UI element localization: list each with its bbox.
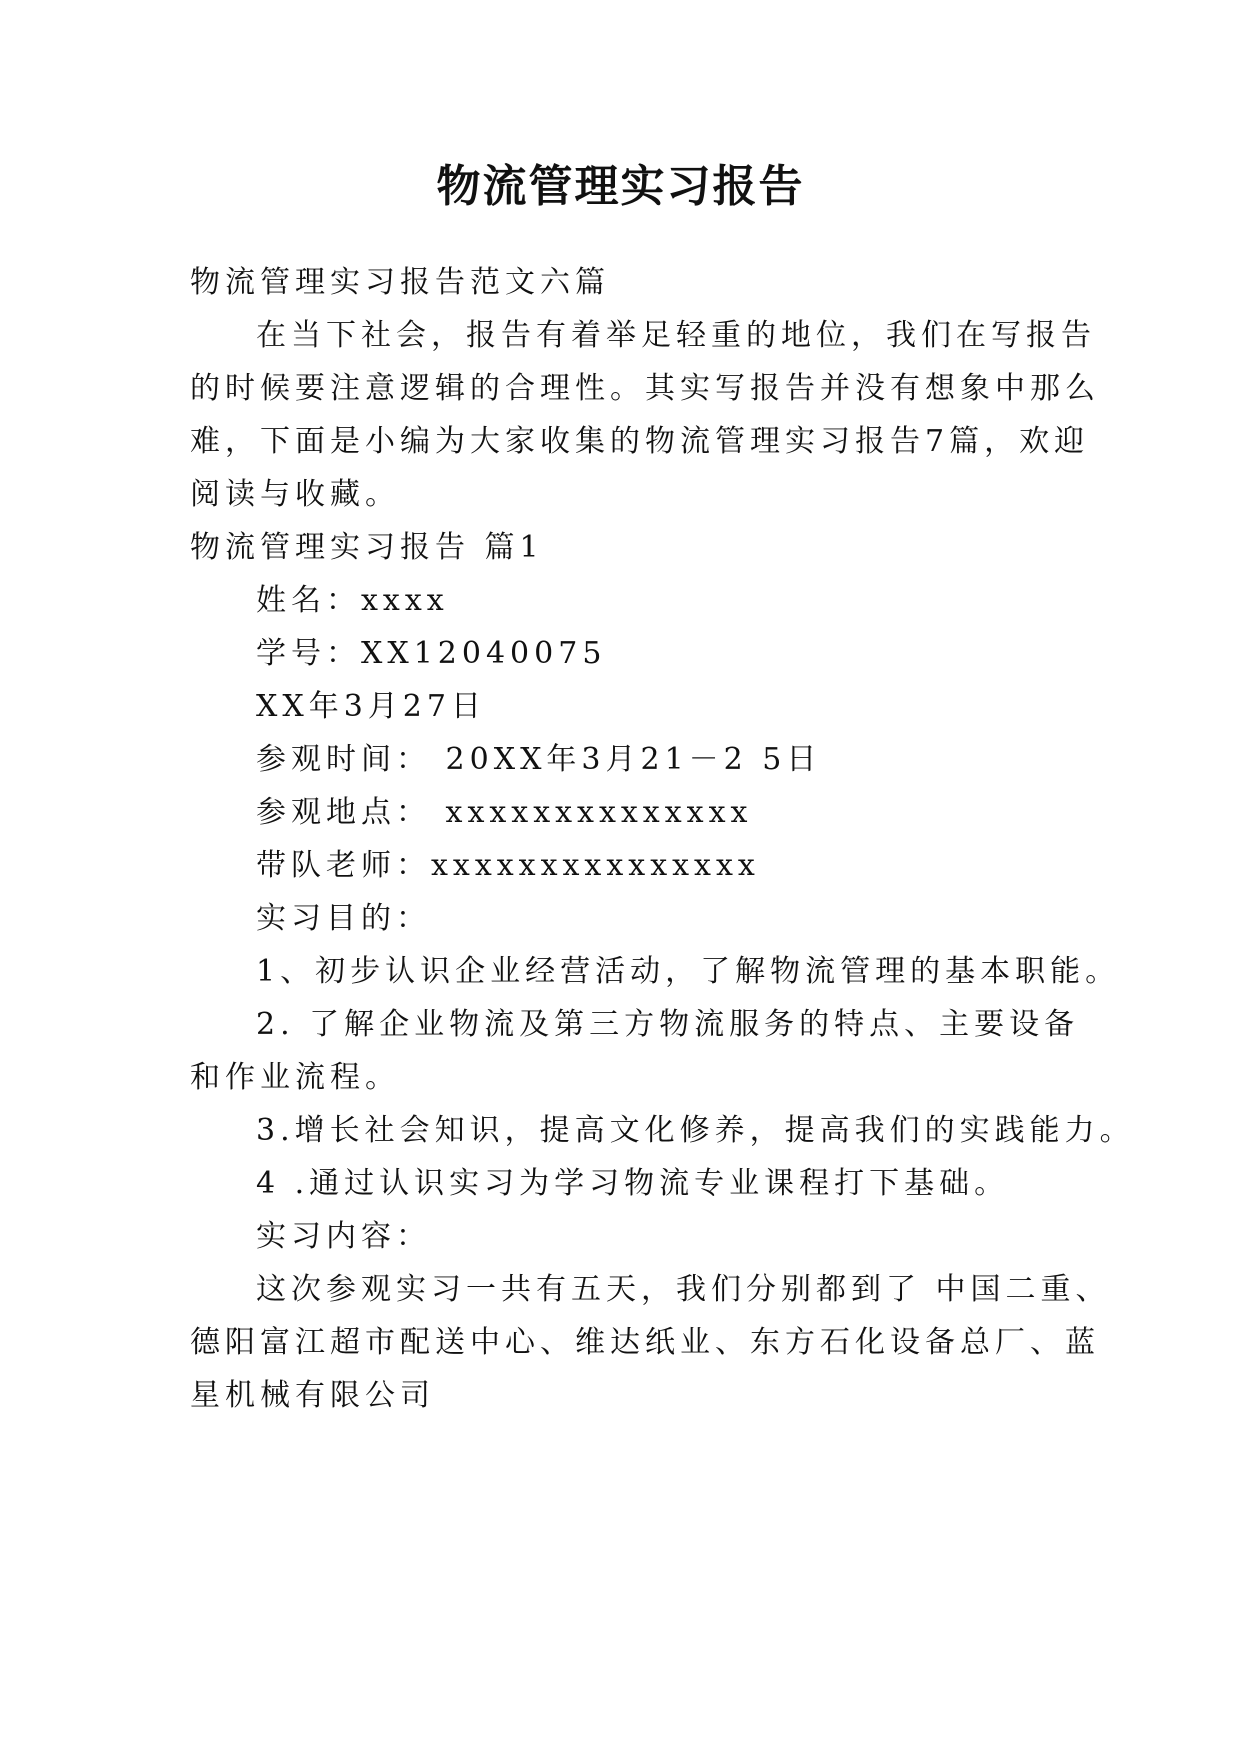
- purpose-item-2-continued: 和作业流程。: [190, 1060, 400, 1095]
- field-student-id: 学号：XX12040075: [256, 636, 607, 671]
- content-line-2: 德阳富江超市配送中心、维达纸业、东方石化设备总厂、蓝: [190, 1325, 1100, 1360]
- document-title: 物流管理实习报告: [436, 161, 805, 212]
- purpose-heading: 实习目的：: [256, 901, 431, 936]
- document-subtitle: 物流管理实习报告范文六篇: [190, 265, 610, 300]
- purpose-item-3: 3.增长社会知识，提高文化修养，提高我们的实践能力。: [256, 1113, 1135, 1148]
- intro-line-1: 在当下社会，报告有着举足轻重的地位，我们在写报告: [256, 318, 1096, 353]
- intro-line-3: 难，下面是小编为大家收集的物流管理实习报告7篇，欢迎: [190, 424, 1090, 459]
- field-date: XX年3月27日: [256, 689, 486, 724]
- content-line-3: 星机械有限公司: [190, 1378, 435, 1413]
- field-visit-place: 参观地点： xxxxxxxxxxxxxx: [256, 795, 753, 830]
- purpose-item-2: 2. 了解企业物流及第三方物流服务的特点、主要设备: [256, 1007, 1080, 1042]
- field-visit-time: 参观时间： 20XX年3月21－2 5日: [256, 742, 822, 777]
- content-heading: 实习内容：: [256, 1219, 431, 1254]
- field-name: 姓名：xxxx: [256, 583, 449, 618]
- field-teacher: 带队老师：xxxxxxxxxxxxxxx: [256, 848, 760, 883]
- intro-line-2: 的时候要注意逻辑的合理性。其实写报告并没有想象中那么: [190, 371, 1100, 406]
- intro-line-4: 阅读与收藏。: [190, 477, 400, 512]
- section-heading: 物流管理实习报告 篇1: [190, 530, 544, 565]
- purpose-item-1: 1、初步认识企业经营活动，了解物流管理的基本职能。: [256, 954, 1121, 989]
- content-line-1: 这次参观实习一共有五天，我们分别都到了 中国二重、: [256, 1272, 1111, 1307]
- purpose-item-4: 4 .通过认识实习为学习物流专业课程打下基础。: [256, 1166, 1010, 1201]
